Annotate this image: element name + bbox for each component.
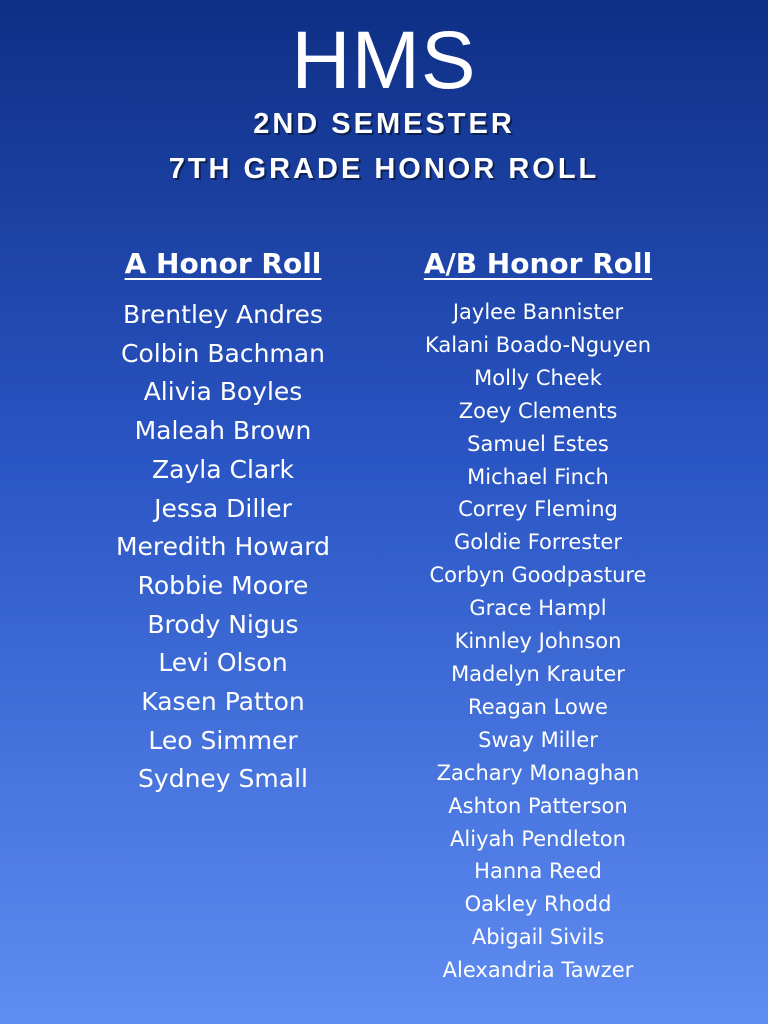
a-honor-roll-list <box>68 296 378 799</box>
grade-subtitle: 7TH GRADE HONOR ROLL <box>168 153 600 185</box>
student-name: Sway Miller <box>478 727 598 752</box>
student-name: Grace Hampl <box>469 596 607 621</box>
student-name: Alivia Boyles <box>143 377 303 407</box>
student-name: Correy Fleming <box>458 497 618 522</box>
ab-honor-roll-heading: A/B Honor Roll <box>423 247 653 280</box>
student-name: Brentley Andres <box>123 300 323 329</box>
student-name: Abigail Sivils <box>471 925 605 950</box>
student-name: Sydney Small <box>138 764 308 794</box>
student-name: Oakley Rhodd <box>464 892 612 917</box>
semester-subtitle: 2ND SEMESTER <box>253 108 515 140</box>
student-name: Alexandria Tawzer <box>442 958 634 983</box>
student-name: Kalani Boado-Nguyen <box>424 332 652 357</box>
student-name: Reagan Lowe <box>468 694 608 719</box>
student-name: Maleah Brown <box>134 416 312 446</box>
student-name: Zachary Monaghan <box>436 760 640 785</box>
student-name: Levi Olson <box>158 648 288 678</box>
student-name: Zoey Clements <box>458 398 618 423</box>
student-name: Corbyn Goodpasture <box>429 563 647 588</box>
student-name: Colbin Bachman <box>121 338 325 368</box>
student-name: Ashton Patterson <box>448 793 628 818</box>
student-name: Molly Cheek <box>474 365 602 390</box>
student-name: Leo Simmer <box>148 725 298 755</box>
ab-honor-roll-column <box>388 244 688 987</box>
student-name: Goldie Forrester <box>454 530 622 555</box>
page-title: HMS <box>291 15 477 106</box>
student-name: Meredith Howard <box>115 532 331 562</box>
ab-honor-roll-list <box>388 296 688 987</box>
student-name: Madelyn Krauter <box>451 661 625 686</box>
student-name: Zayla Clark <box>152 454 294 484</box>
student-name: Hanna Reed <box>474 859 602 884</box>
student-name: Robbie Moore <box>137 570 309 600</box>
student-name: Jessa Diller <box>154 493 292 523</box>
student-name: Michael Finch <box>467 464 609 489</box>
a-honor-roll-column <box>68 244 378 799</box>
student-name: Kinnley Johnson <box>454 629 622 654</box>
student-name: Kasen Patton <box>141 687 305 717</box>
student-name: Brody Nigus <box>147 609 299 639</box>
student-name: Samuel Estes <box>467 431 609 456</box>
student-name: Aliyah Pendleton <box>450 826 626 851</box>
student-name: Jaylee Bannister <box>452 300 624 324</box>
a-honor-roll-heading: A Honor Roll <box>124 247 322 280</box>
